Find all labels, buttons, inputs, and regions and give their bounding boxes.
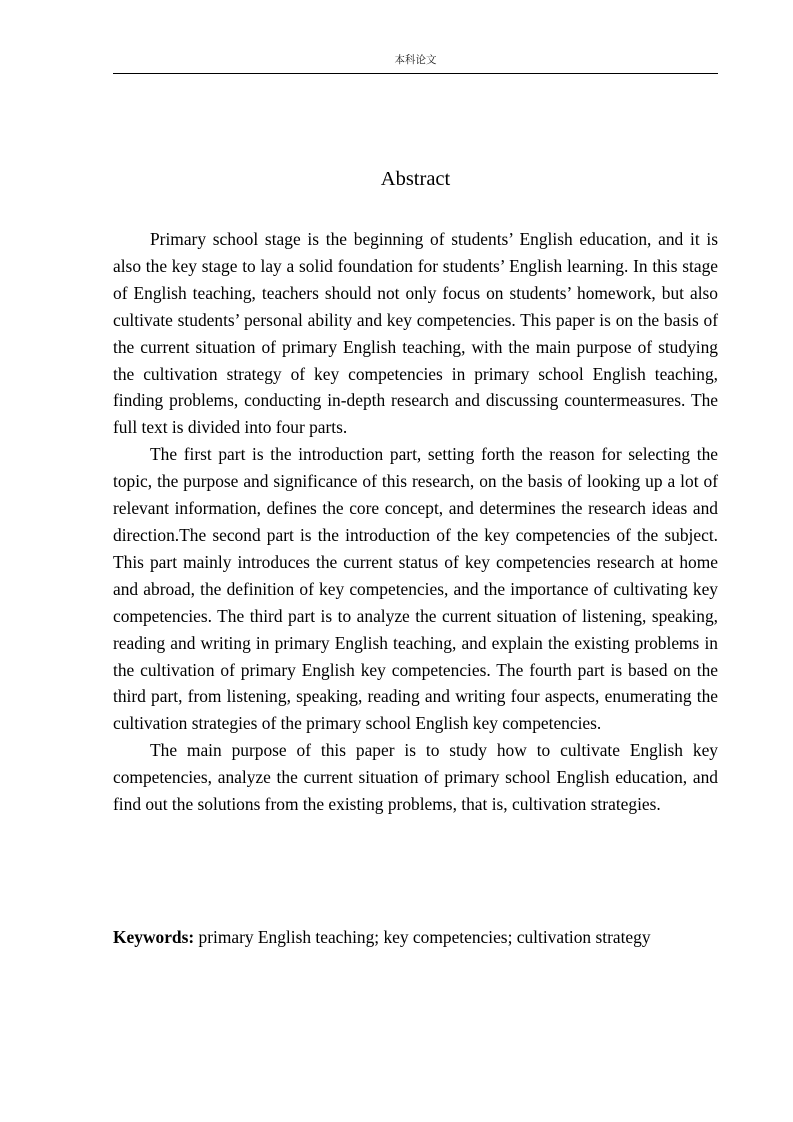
keywords-label: Keywords: [113,927,195,947]
abstract-body [113,226,718,818]
keywords-line [113,924,733,950]
abstract-paragraph-1: Primary school stage is the beginning of students’ English education, and it is also the key stage to lay a solid foundation for students’ English learning. In this stage of English teaching, teachers should not only focus on students’ homework, but also cultivate students’ personal ability and key competencies. This paper is on the basis of the current situation of primary English teaching, with the main purpose of studying the cultivation strategy of key competencies in primary school English teaching, finding problems, conducting in-depth research and discussing countermeasures. The full text is divided into four parts. [113,229,718,438]
abstract-title: Abstract [380,168,451,190]
page-header: 本科论文 [394,54,437,66]
header-rule [113,73,718,74]
keywords-value: primary English teaching; key competencies; cultivation strategy [194,927,651,947]
abstract-paragraph-3: The main purpose of this paper is to study how to cultivate English key competencies, analyze the current situation of primary school English education, and find out the solutions from the existing problems, that is, cultivation strategies. [113,740,718,815]
abstract-paragraph-2: The first part is the introduction part, setting forth the reason for selecting the topic, the purpose and significance of this research, on the basis of looking up a lot of relevant information, defines the core concept, and determines the research ideas and direction.The second part is the introduction of the key competencies of the subject. This part mainly introduces the current status of key competencies research at home and abroad, the definition of key competencies, and the importance of cultivating key competencies. The third part is to analyze the current situation of listening, speaking, reading and writing in primary English teaching, and explain the existing problems in the cultivation of primary English key competencies. The fourth part is based on the third part, from listening, speaking, reading and writing four aspects, enumerating the cultivation strategies of the primary school English key competencies. [113,444,718,734]
